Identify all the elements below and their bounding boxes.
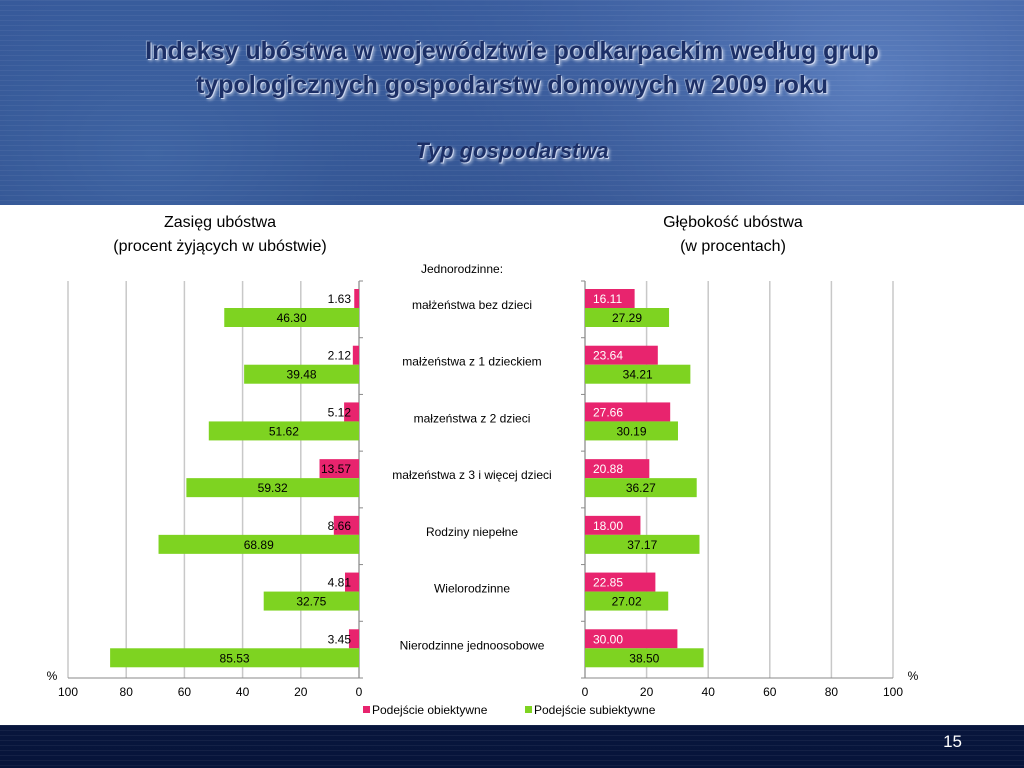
category-label: małzeństwa z 3 i więcej dzieci (392, 468, 552, 483)
category-label: Rodziny niepełne (425, 524, 519, 539)
left-objective-bar (354, 289, 359, 308)
left-subjective-value: 59.32 (257, 481, 288, 496)
left-subjective-value: 39.48 (286, 367, 317, 382)
left-objective-value: 1.63 (327, 292, 351, 306)
right-objective-value: 30.00 (593, 632, 624, 647)
left-tick-label: 60 (177, 685, 192, 699)
poverty-charts (0, 205, 1024, 725)
left-objective-value: 4.81 (327, 575, 351, 590)
right-subjective-value: 30.19 (616, 424, 647, 439)
left-objective-value: 13.57 (320, 462, 351, 477)
left-chart-subtitle: (procent żyjących w ubóstwie) (113, 238, 327, 255)
left-objective-value: 8.66 (327, 518, 351, 533)
right-objective-value: 27.66 (593, 405, 624, 420)
right-tick-label: 100 (882, 685, 904, 699)
right-subjective-value: 27.02 (611, 594, 642, 609)
right-chart-subtitle: (w procentach) (680, 238, 786, 255)
right-subjective-value: 37.17 (627, 537, 658, 552)
right-chart-title: Głębokość ubóstwa (663, 214, 803, 231)
right-objective-value: 18.00 (593, 518, 624, 533)
right-tick-label: 40 (701, 685, 715, 699)
left-tick-label: 80 (119, 685, 133, 699)
left-subjective-value: 68.89 (243, 537, 274, 552)
left-objective-bar (353, 346, 359, 365)
category-label: małżeństwa bez dzieci (411, 298, 533, 312)
left-unit-label: % (46, 669, 58, 683)
legend-objective-label: Podejście obiektywne (372, 703, 488, 717)
left-tick-label: 0 (355, 685, 363, 699)
left-tick-label: 20 (294, 685, 308, 699)
left-chart-title: Zasięg ubóstwa (163, 214, 277, 231)
category-label: Wielorodzinne (433, 581, 511, 596)
legend-subjective-label: Podejście subiektywne (534, 703, 656, 717)
left-objective-value: 3.45 (327, 632, 351, 647)
right-objective-value: 22.85 (593, 575, 624, 590)
category-label: Nierodzinne jednoosobowe (399, 638, 545, 653)
right-tick-label: 60 (763, 685, 777, 699)
left-subjective-value: 51.62 (268, 424, 299, 439)
right-subjective-value: 38.50 (629, 651, 660, 666)
slide-title (0, 34, 1024, 102)
right-objective-value: 20.88 (593, 462, 624, 477)
legend-objective-swatch (363, 706, 370, 713)
right-tick-label: 80 (824, 685, 839, 699)
left-tick-label: 40 (235, 685, 250, 699)
right-subjective-value: 36.27 (625, 481, 656, 496)
chart-panel (0, 205, 1024, 725)
left-subjective-value: 85.53 (219, 651, 250, 666)
slide-title-line2: typologicznych gospodarstw domowych w 2009 roku (195, 71, 829, 99)
category-label: małżeństwa z 1 dzieckiem (402, 354, 542, 369)
slide-number: 15 (943, 732, 962, 751)
right-objective-value: 16.11 (593, 292, 623, 306)
left-subjective-value: 46.30 (276, 311, 307, 325)
legend-subjective-swatch (525, 706, 532, 713)
left-subjective-value: 32.75 (296, 594, 327, 609)
category-label: małzeństwa z 2 dzieci (413, 411, 531, 426)
left-tick-label: 100 (57, 685, 79, 699)
left-objective-value: 2.12 (327, 348, 351, 363)
right-subjective-value: 34.21 (622, 367, 653, 382)
right-tick-label: 20 (639, 685, 654, 699)
right-objective-value: 23.64 (593, 348, 624, 363)
slide-subtitle: Typ gospodarstwa (415, 138, 609, 163)
left-objective-value: 5.12 (327, 405, 351, 420)
categories-header: Jednorodzinne: (420, 262, 504, 276)
slide-title-line1: Indeksy ubóstwa w województwie podkarpackim według grup (145, 37, 879, 65)
right-tick-label: 0 (581, 685, 589, 699)
right-subjective-value: 27.29 (612, 311, 643, 325)
right-unit-label: % (907, 669, 919, 683)
